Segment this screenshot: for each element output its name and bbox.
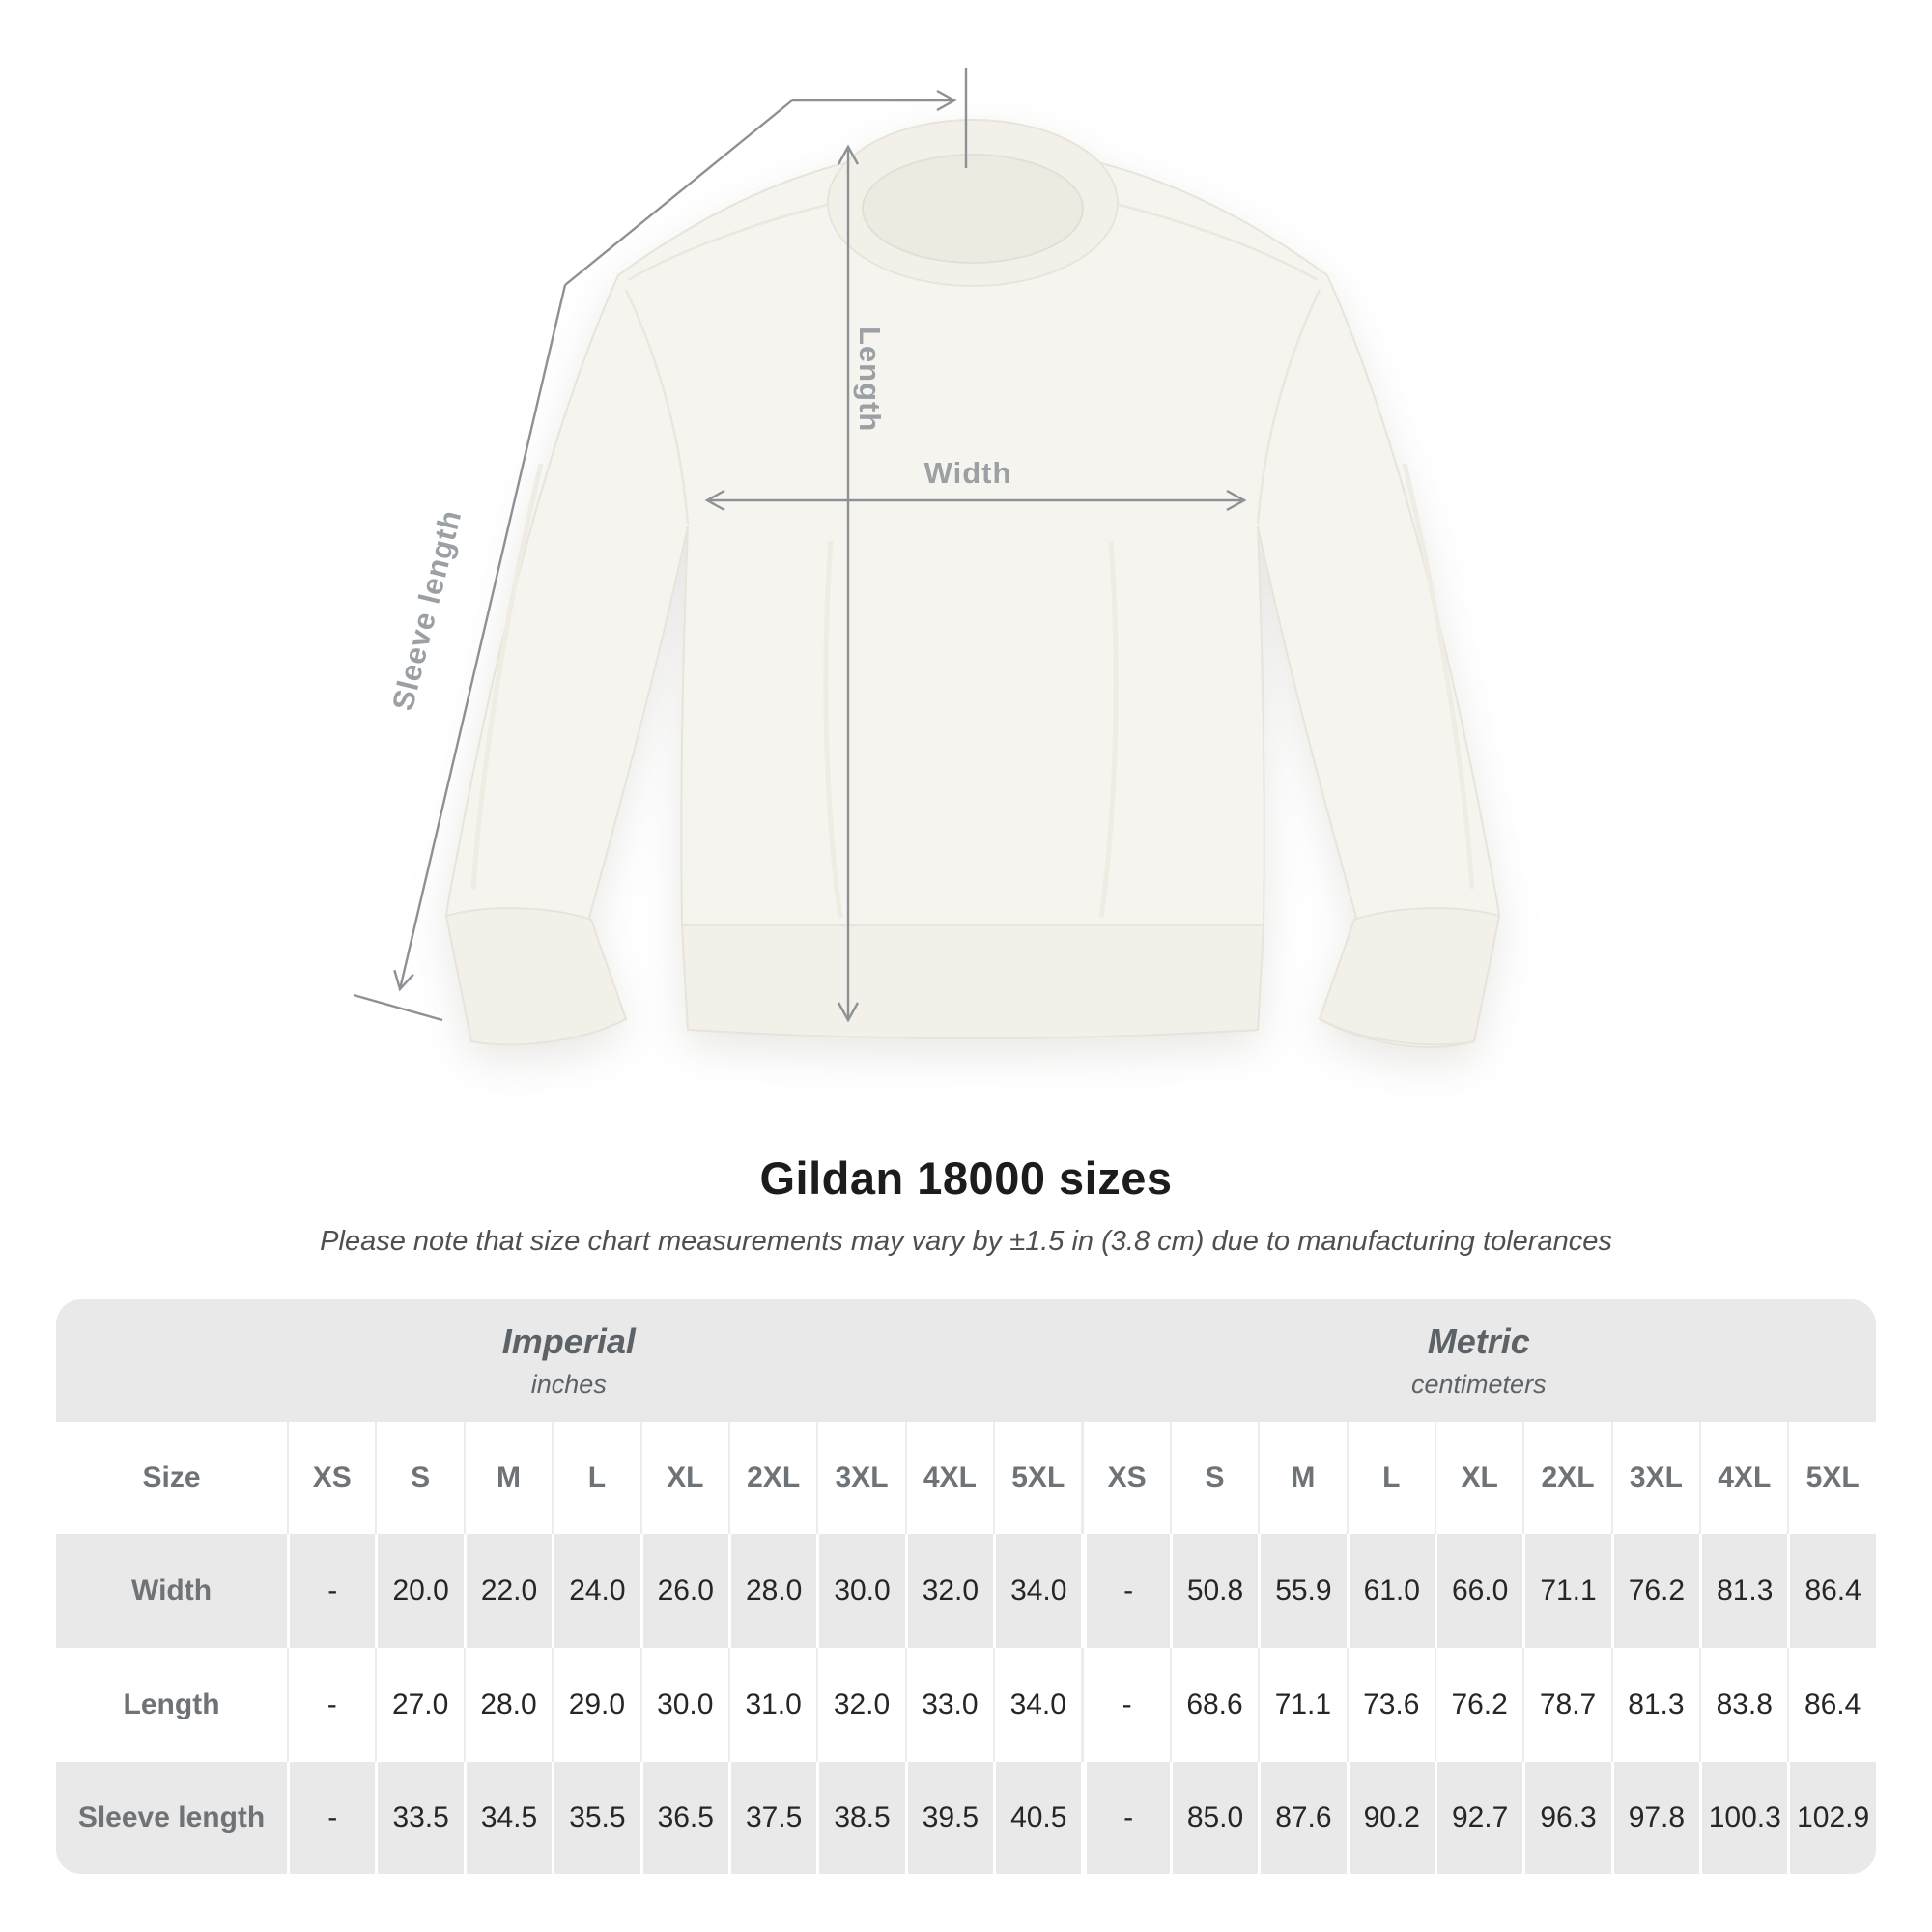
sleeve-length-measure-label: Sleeve length <box>385 505 469 714</box>
measurement-value-metric: 97.8 <box>1611 1762 1699 1874</box>
measurement-value-imperial: 28.0 <box>464 1648 552 1762</box>
size-column-header: Size <box>142 1462 201 1493</box>
measurement-value-imperial: 34.5 <box>464 1762 552 1874</box>
measurement-value-imperial: 30.0 <box>816 1534 904 1648</box>
length-row <box>56 1648 1876 1762</box>
cuff-end-tick <box>354 995 442 1020</box>
measurement-value-metric: 85.0 <box>1170 1762 1258 1874</box>
imperial-unit: inches <box>530 1370 607 1399</box>
measurement-value-imperial: 28.0 <box>728 1534 816 1648</box>
measurement-value-imperial: 38.5 <box>816 1762 904 1874</box>
size-header-imperial: M <box>464 1422 552 1534</box>
measurement-value-metric: 68.6 <box>1170 1648 1258 1762</box>
metric-header <box>1082 1299 1876 1422</box>
size-header-metric: XL <box>1435 1422 1522 1534</box>
measurement-value-metric: 61.0 <box>1347 1534 1435 1648</box>
size-header-metric: 3XL <box>1611 1422 1699 1534</box>
measurement-value-imperial: 29.0 <box>552 1648 639 1762</box>
measurement-value-metric: 66.0 <box>1435 1534 1522 1648</box>
imperial-header <box>56 1299 1082 1422</box>
right-cuff <box>1320 908 1499 1044</box>
metric-unit: centimeters <box>1411 1370 1547 1399</box>
measurement-value-metric: 55.9 <box>1258 1534 1346 1648</box>
imperial-title: Imperial <box>501 1321 636 1361</box>
measurement-value-metric: 100.3 <box>1699 1762 1787 1874</box>
measurement-value-imperial: - <box>287 1648 375 1762</box>
measurement-value-metric: 76.2 <box>1435 1648 1522 1762</box>
size-header-metric: S <box>1170 1422 1258 1534</box>
row-label: Length <box>123 1689 220 1720</box>
metric-title: Metric <box>1427 1321 1530 1361</box>
size-header-imperial: 3XL <box>816 1422 904 1534</box>
waistband <box>682 925 1264 1038</box>
size-header-imperial: L <box>552 1422 639 1534</box>
width-measure-label: Width <box>923 456 1012 490</box>
size-header-metric: 2XL <box>1522 1422 1610 1534</box>
measurement-value-imperial: 35.5 <box>552 1762 639 1874</box>
measurement-value-metric: - <box>1081 1762 1169 1874</box>
sleeve-length-row <box>56 1762 1876 1874</box>
size-header-imperial: 5XL <box>993 1422 1081 1534</box>
measurement-value-metric: 102.9 <box>1787 1762 1875 1874</box>
size-header-row <box>56 1422 1876 1534</box>
measurement-value-metric: 81.3 <box>1699 1534 1787 1648</box>
width-row <box>56 1534 1876 1648</box>
measurement-value-imperial: 24.0 <box>552 1534 639 1648</box>
measurement-value-metric: 83.8 <box>1699 1648 1787 1762</box>
size-header-metric: L <box>1347 1422 1435 1534</box>
size-header-metric: M <box>1258 1422 1346 1534</box>
size-chart-table <box>56 1299 1876 1874</box>
sweatshirt-photo <box>446 120 1499 1047</box>
measurement-value-imperial: 20.0 <box>375 1534 463 1648</box>
measurement-value-imperial: 37.5 <box>728 1762 816 1874</box>
measurement-value-imperial: 32.0 <box>905 1534 993 1648</box>
measurement-value-imperial: 22.0 <box>464 1534 552 1648</box>
title-block <box>0 1151 1932 1258</box>
measurement-value-metric: 71.1 <box>1522 1534 1610 1648</box>
measurement-value-imperial: 40.5 <box>993 1762 1081 1874</box>
measurement-value-imperial: 39.5 <box>905 1762 993 1874</box>
size-header-metric: XS <box>1081 1422 1169 1534</box>
tolerance-note: Please note that size chart measurements may vary by ±1.5 in (3.8 cm) due to manufacturing tolerances <box>320 1226 1612 1257</box>
measurement-value-imperial: 36.5 <box>640 1762 728 1874</box>
measurement-value-metric: - <box>1081 1648 1169 1762</box>
row-label: Width <box>131 1575 213 1606</box>
length-measure-label: Length <box>853 327 887 433</box>
size-header-metric: 4XL <box>1699 1422 1787 1534</box>
measurement-value-metric: 50.8 <box>1170 1534 1258 1648</box>
measurement-value-metric: 86.4 <box>1787 1648 1875 1762</box>
page-title: Gildan 18000 sizes <box>759 1152 1173 1204</box>
measurement-value-metric: - <box>1081 1534 1169 1648</box>
measurement-value-imperial: - <box>287 1534 375 1648</box>
left-cuff <box>446 908 626 1044</box>
measurement-value-imperial: 34.0 <box>993 1534 1081 1648</box>
measurement-value-imperial: 31.0 <box>728 1648 816 1762</box>
measurement-value-imperial: 27.0 <box>375 1648 463 1762</box>
size-header-imperial: XS <box>287 1422 375 1534</box>
measurement-value-metric: 76.2 <box>1611 1534 1699 1648</box>
size-header-imperial: 4XL <box>905 1422 993 1534</box>
measurement-value-metric: 71.1 <box>1258 1648 1346 1762</box>
measurement-value-metric: 92.7 <box>1435 1762 1522 1874</box>
measurement-value-metric: 86.4 <box>1787 1534 1875 1648</box>
measurement-value-metric: 78.7 <box>1522 1648 1610 1762</box>
collar-opening <box>863 155 1083 263</box>
measurement-value-imperial: - <box>287 1762 375 1874</box>
size-header-imperial: XL <box>640 1422 728 1534</box>
measurement-value-metric: 87.6 <box>1258 1762 1346 1874</box>
measurement-value-metric: 81.3 <box>1611 1648 1699 1762</box>
measurement-value-imperial: 33.5 <box>375 1762 463 1874</box>
measurement-value-metric: 73.6 <box>1347 1648 1435 1762</box>
measurement-value-metric: 90.2 <box>1347 1762 1435 1874</box>
row-label: Sleeve length <box>77 1802 266 1833</box>
measurement-value-imperial: 32.0 <box>816 1648 904 1762</box>
size-header-imperial: S <box>375 1422 463 1534</box>
measurement-value-imperial: 26.0 <box>640 1534 728 1648</box>
size-header-metric: 5XL <box>1787 1422 1875 1534</box>
measurement-value-imperial: 30.0 <box>640 1648 728 1762</box>
units-header-band <box>56 1299 1876 1422</box>
measurement-value-imperial: 34.0 <box>993 1648 1081 1762</box>
measurement-value-metric: 96.3 <box>1522 1762 1610 1874</box>
size-header-imperial: 2XL <box>728 1422 816 1534</box>
measurement-value-imperial: 33.0 <box>905 1648 993 1762</box>
